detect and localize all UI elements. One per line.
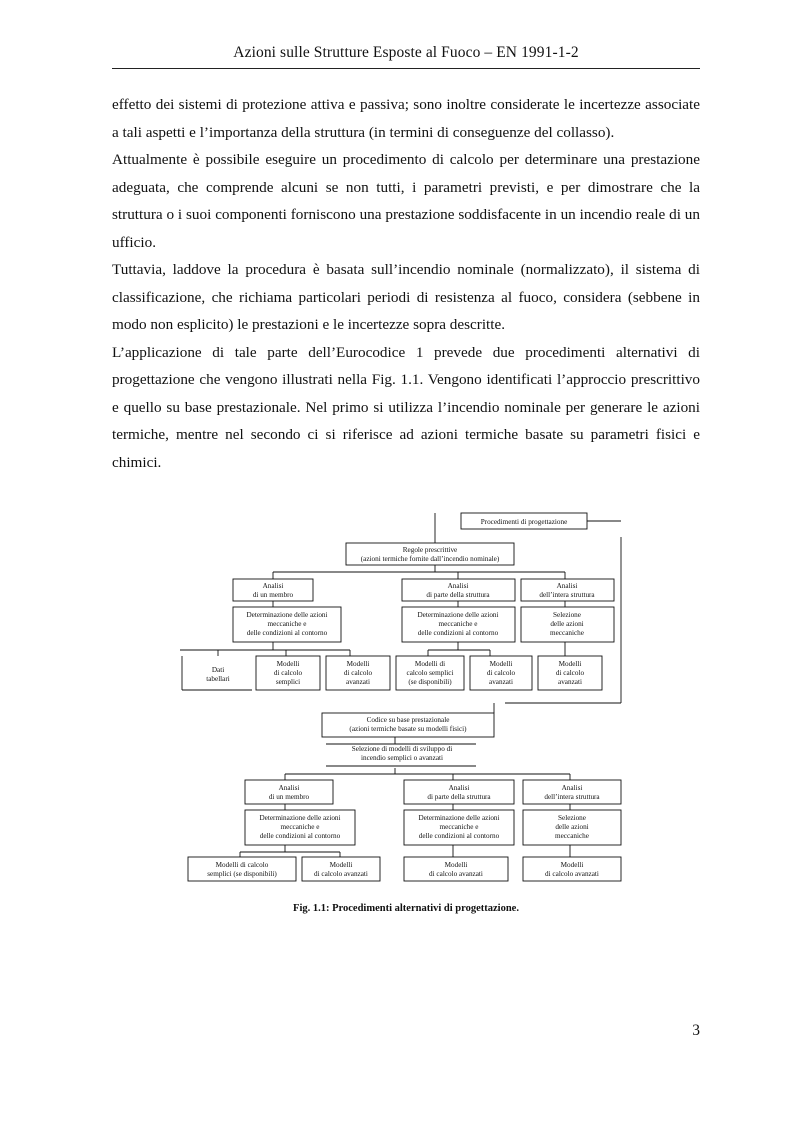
label: Selezione di modelli di sviluppo di bbox=[351, 745, 453, 753]
flowchart bbox=[180, 510, 626, 885]
label: Modelli bbox=[329, 861, 353, 869]
body-text bbox=[112, 91, 700, 476]
label: delle condizioni al contorno bbox=[418, 832, 500, 840]
label: Analisi bbox=[561, 784, 583, 792]
label: Modelli bbox=[558, 660, 582, 668]
box-top-determination-member bbox=[233, 607, 341, 642]
box-prescriptive bbox=[346, 543, 514, 565]
box-prescriptive-line2: (azioni termiche fornite dall’incendio nominale) bbox=[360, 555, 500, 563]
label: meccaniche e bbox=[438, 620, 478, 628]
box-root bbox=[461, 513, 587, 529]
label: delle condizioni al contorno bbox=[246, 629, 328, 637]
box-bottom-determination-part bbox=[404, 810, 514, 845]
box-bottom-determination-member bbox=[245, 810, 355, 845]
label: delle condizioni al contorno bbox=[259, 832, 341, 840]
label: di un membro bbox=[268, 793, 310, 801]
label: di calcolo bbox=[273, 669, 303, 677]
label: Modelli di bbox=[414, 660, 446, 668]
box-top-model-advanced bbox=[326, 656, 390, 690]
box-top-determination-whole bbox=[521, 607, 614, 642]
label: calcolo semplici bbox=[406, 669, 454, 677]
label: meccaniche bbox=[555, 832, 589, 840]
box-bottom-model-part-advanced bbox=[404, 857, 508, 881]
label: Analisi bbox=[278, 784, 300, 792]
label: Modelli bbox=[346, 660, 370, 668]
label: Determinazione delle azioni bbox=[259, 814, 341, 822]
flowchart-figure bbox=[180, 510, 626, 885]
label: di parte della struttura bbox=[427, 793, 491, 801]
box-bottom-determination-whole bbox=[523, 810, 621, 845]
box-bottom-analysis-part bbox=[404, 780, 514, 804]
label: meccaniche e bbox=[439, 823, 479, 831]
label: di calcolo bbox=[486, 669, 516, 677]
label: Modelli bbox=[560, 861, 584, 869]
paragraph: Tuttavia, laddove la procedura è basata sull’incendio nominale (normalizzato), il sistema di classificazione, che richiama particolari periodi di resistenza al fuoco, considera (sebbene in modo non esplicito) le prestazioni e le incertezze sopra descritte. bbox=[112, 261, 700, 333]
box-bottom-model-whole-advanced bbox=[523, 857, 621, 881]
label: semplici bbox=[275, 678, 301, 686]
label: Modelli bbox=[276, 660, 300, 668]
running-header: Azioni sulle Strutture Esposte al Fuoco – EN 1991-1-2 bbox=[233, 44, 579, 61]
label: di calcolo bbox=[343, 669, 373, 677]
label: avanzati bbox=[558, 678, 582, 686]
paragraph: L’applicazione di tale parte dell’Eurocodice 1 prevede due procedimenti alternativi di progettazione che vengono illustrati nella Fig. 1.1. Vengono identificati l’approccio prescrittivo e quello su base prestazionale. Nel primo si utilizza l’incendio nominale per generare le azioni termiche, mentre nel secondo ci si riferisce ad azioni termiche basate su parametri fisici e chimici. bbox=[112, 343, 700, 471]
label: delle condizioni al contorno bbox=[417, 629, 499, 637]
box-top-model-whole-advanced bbox=[538, 656, 602, 690]
label: Dati bbox=[211, 666, 225, 674]
paragraph: effetto dei sistemi di protezione attiva e passiva; sono inoltre considerate le incertezze associate a tali aspetti e l’importanza della struttura (in termini di conseguenze del collasso). bbox=[112, 96, 700, 141]
box-performance bbox=[322, 713, 494, 737]
label: Analisi bbox=[262, 582, 284, 590]
label: di calcolo avanzati bbox=[545, 870, 599, 878]
label: di calcolo avanzati bbox=[314, 870, 368, 878]
figure-caption: Fig. 1.1: Procedimenti alternativi di progettazione. bbox=[293, 903, 519, 914]
box-top-model-simple bbox=[256, 656, 320, 690]
label: meccaniche bbox=[550, 629, 584, 637]
label: meccaniche e bbox=[280, 823, 320, 831]
label: Modelli bbox=[444, 861, 468, 869]
box-bottom-analysis-whole bbox=[523, 780, 621, 804]
box-top-model-part-simple bbox=[396, 656, 464, 690]
label: Selezione bbox=[558, 814, 586, 822]
label: meccaniche e bbox=[267, 620, 307, 628]
label: di calcolo bbox=[555, 669, 585, 677]
label: (se disponibili) bbox=[408, 678, 452, 686]
label: dell’intera struttura bbox=[544, 793, 600, 801]
label: incendio semplici o avanzati bbox=[360, 754, 444, 762]
label: delle azioni bbox=[555, 823, 589, 831]
box-top-analysis-member bbox=[233, 579, 313, 601]
label: tabellari bbox=[206, 675, 230, 683]
label: Analisi bbox=[447, 582, 469, 590]
label: di un membro bbox=[252, 591, 294, 599]
box-bottom-model-simple bbox=[188, 857, 296, 881]
box-bottom-analysis-member bbox=[245, 780, 333, 804]
label: avanzati bbox=[346, 678, 370, 686]
paragraph: Attualmente è possibile eseguire un procedimento di calcolo per determinare una prestazione adeguata, che comprende alcuni se non tutti, i parametri previsti, e per dimostrare che la struttura o i suoi componenti forniscono una prestazione soddisfacente in un incendio reale di un ufficio. bbox=[112, 151, 700, 251]
label: dell’intera struttura bbox=[539, 591, 595, 599]
label: Selezione bbox=[553, 611, 581, 619]
label: Determinazione delle azioni bbox=[417, 611, 499, 619]
label: avanzati bbox=[489, 678, 513, 686]
label: Determinazione delle azioni bbox=[418, 814, 500, 822]
label: Analisi bbox=[448, 784, 470, 792]
page-number: 3 bbox=[692, 1022, 700, 1039]
box-root-label: Procedimenti di progettazione bbox=[480, 518, 568, 526]
box-bottom-model-advanced bbox=[302, 857, 380, 881]
box-selection bbox=[326, 744, 476, 766]
box-top-analysis-part bbox=[402, 579, 515, 601]
box-top-determination-part bbox=[402, 607, 515, 642]
label: semplici (se disponibili) bbox=[207, 870, 277, 878]
header-rule bbox=[112, 68, 700, 69]
label: Modelli di calcolo bbox=[215, 861, 269, 869]
label: (azioni termiche basate su modelli fisici) bbox=[349, 725, 467, 733]
box-top-analysis-whole bbox=[521, 579, 614, 601]
box-top-model-tabular bbox=[182, 656, 252, 690]
box-top-model-part-advanced bbox=[470, 656, 532, 690]
label: di calcolo avanzati bbox=[429, 870, 483, 878]
box-prescriptive-line1: Regole prescrittive bbox=[402, 546, 458, 554]
label: Determinazione delle azioni bbox=[246, 611, 328, 619]
label: Codice su base prestazionale bbox=[366, 716, 450, 724]
label: Modelli bbox=[489, 660, 513, 668]
label: Analisi bbox=[556, 582, 578, 590]
label: delle azioni bbox=[550, 620, 584, 628]
label: di parte della struttura bbox=[426, 591, 490, 599]
